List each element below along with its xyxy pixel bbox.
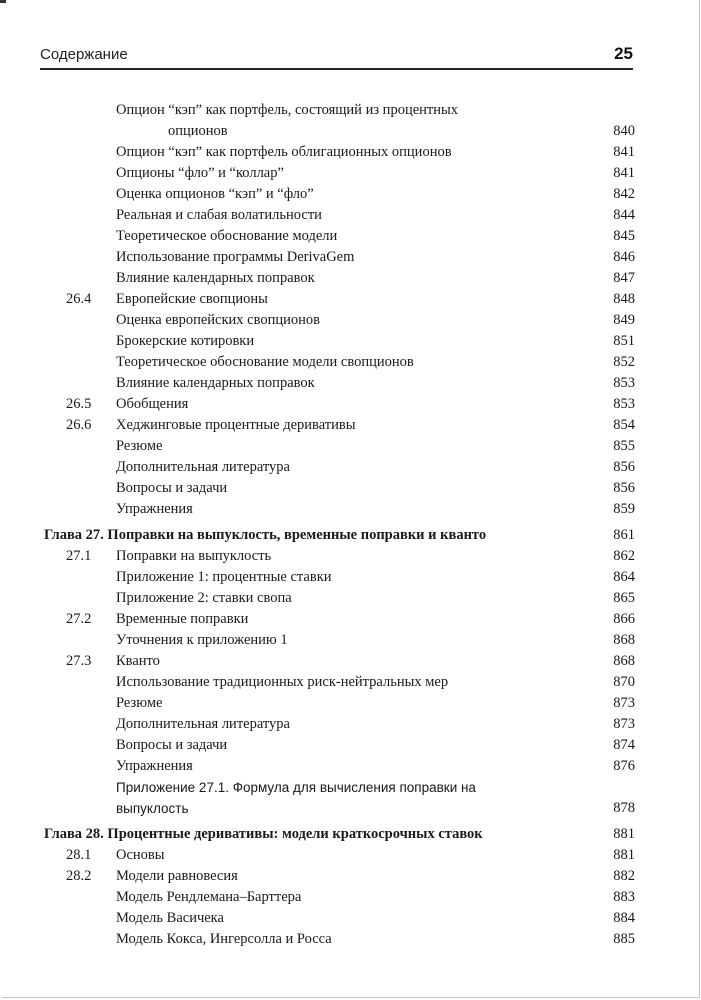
- toc-entry-title: опционов: [168, 123, 228, 139]
- toc-entry-title: Использование традиционных риск-нейтральных мер: [116, 674, 449, 690]
- toc-chapter-row: [0, 525, 701, 546]
- toc-page-number: 865: [613, 590, 635, 606]
- toc-entry-title: Европейские свопционы: [116, 291, 268, 307]
- toc-page-number: 841: [613, 165, 635, 181]
- toc-entry-title: Упражнения: [116, 758, 193, 774]
- toc-page-number: 855: [613, 438, 635, 454]
- toc-section-number: 27.3: [66, 653, 92, 669]
- toc-row: [0, 226, 701, 247]
- toc-row: [0, 100, 701, 121]
- toc-entry-title: Оценка европейских свопционов: [116, 312, 320, 328]
- toc-section-number: 26.5: [66, 396, 92, 412]
- toc-entry-title: выпуклость: [116, 801, 189, 816]
- toc-entry-title: Дополнительная литература: [116, 459, 290, 475]
- toc-page-number: 856: [613, 480, 635, 496]
- toc-page-number: 846: [613, 249, 635, 265]
- toc-entry-title: Резюме: [116, 438, 163, 454]
- toc-entry-title: Кванто: [116, 653, 160, 669]
- toc-row: [0, 394, 701, 415]
- toc-entry-title: Резюме: [116, 695, 163, 711]
- toc-entry-title: Опционы “фло” и “коллар”: [116, 165, 284, 181]
- toc-chapter-row: [0, 824, 701, 845]
- page-corner-mark: [0, 0, 6, 3]
- toc-section-number: 26.6: [66, 417, 92, 433]
- toc-row: [0, 693, 701, 714]
- toc-entry-title: Модель Кокса, Ингерсолла и Росса: [116, 931, 332, 947]
- toc-row: [0, 184, 701, 205]
- toc-page-number: 859: [613, 501, 635, 517]
- toc-page-number: 881: [613, 847, 635, 863]
- toc-entry-title: Основы: [116, 847, 165, 863]
- toc-page-number: 853: [613, 396, 635, 412]
- toc-section-number: 27.2: [66, 611, 92, 627]
- toc-row: [0, 777, 701, 798]
- toc-entry-title: Временные поправки: [116, 611, 249, 627]
- toc-page-number: 842: [613, 186, 635, 202]
- toc-row: [0, 845, 701, 866]
- toc-row: [0, 887, 701, 908]
- toc-entry-title: Приложение 27.1. Формула для вычисления поправки на: [116, 780, 476, 795]
- toc-chapter-title: Глава 28. Процентные деривативы: модели краткосрочных ставок: [44, 826, 483, 842]
- toc-row: [0, 121, 701, 142]
- toc-row: [0, 352, 701, 373]
- toc-entry-title: Дополнительная литература: [116, 716, 290, 732]
- toc-row: [0, 310, 701, 331]
- header-title: Содержание: [40, 46, 128, 63]
- toc-entry-title: Уточнения к приложению 1: [116, 632, 288, 648]
- toc-page-number: 847: [613, 270, 635, 286]
- toc-page-number: 853: [613, 375, 635, 391]
- toc-entry-title: Обобщения: [116, 396, 189, 412]
- toc-page-number: 862: [613, 548, 635, 564]
- toc-row: [0, 588, 701, 609]
- toc-row: [0, 247, 701, 268]
- table-of-contents: [0, 100, 701, 950]
- toc-row: [0, 929, 701, 950]
- toc-row: [0, 609, 701, 630]
- toc-page-number: 841: [613, 144, 635, 160]
- toc-page-number: 883: [613, 889, 635, 905]
- toc-page-number: 844: [613, 207, 635, 223]
- toc-row: [0, 756, 701, 777]
- toc-row: [0, 331, 701, 352]
- toc-page-number: 848: [613, 291, 635, 307]
- toc-row: [0, 205, 701, 226]
- toc-row: [0, 436, 701, 457]
- toc-entry-title: Приложение 1: процентные ставки: [116, 569, 332, 585]
- toc-row: [0, 268, 701, 289]
- toc-entry-title: Поправки на выпуклость: [116, 548, 272, 564]
- toc-page-number: 845: [613, 228, 635, 244]
- toc-row: [0, 415, 701, 436]
- toc-page-number: 868: [613, 653, 635, 669]
- toc-section-number: 28.1: [66, 847, 92, 863]
- toc-page-number: 854: [613, 417, 635, 433]
- toc-entry-title: Теоретическое обоснование модели свопционов: [116, 354, 414, 370]
- toc-row: [0, 478, 701, 499]
- toc-row: [0, 163, 701, 184]
- toc-entry-title: Использование программы DerivaGem: [116, 249, 355, 265]
- toc-page-number: 840: [613, 123, 635, 139]
- header-page-number: 25: [614, 44, 633, 63]
- toc-page-number: 852: [613, 354, 635, 370]
- toc-row: [0, 289, 701, 310]
- toc-page-number: 884: [613, 910, 635, 926]
- toc-page-number: 885: [613, 931, 635, 947]
- toc-entry-title: Реальная и слабая волатильности: [116, 207, 322, 223]
- toc-entry-title: Теоретическое обоснование модели: [116, 228, 338, 244]
- toc-row: [0, 672, 701, 693]
- toc-row: [0, 499, 701, 520]
- toc-page-number: 873: [613, 695, 635, 711]
- toc-entry-title: Хеджинговые процентные деривативы: [116, 417, 356, 433]
- toc-entry-title: Оценка опционов “кэп” и “фло”: [116, 186, 314, 202]
- toc-page-number: 849: [613, 312, 635, 328]
- toc-entry-title: Опцион “кэп” как портфель, состоящий из процентных: [116, 102, 458, 118]
- toc-page-number: 868: [613, 632, 635, 648]
- toc-row: [0, 735, 701, 756]
- toc-entry-title: Влияние календарных поправок: [116, 375, 315, 391]
- toc-entry-title: Модель Васичека: [116, 910, 224, 926]
- toc-entry-title: Модель Рендлемана–Барттера: [116, 889, 302, 905]
- toc-row: [0, 866, 701, 887]
- toc-row: [0, 546, 701, 567]
- toc-chapter-title: Глава 27. Поправки на выпуклость, временные поправки и кванто: [44, 527, 487, 543]
- toc-page-number: 866: [613, 611, 635, 627]
- toc-row: [0, 567, 701, 588]
- toc-entry-title: Опцион “кэп” как портфель облигационных опционов: [116, 144, 452, 160]
- toc-page-number: 864: [613, 569, 635, 585]
- toc-row: [0, 142, 701, 163]
- toc-entry-title: Брокерские котировки: [116, 333, 255, 349]
- toc-row: [0, 651, 701, 672]
- toc-section-number: 28.2: [66, 868, 92, 884]
- toc-page-number: 873: [613, 716, 635, 732]
- toc-page-number: 878: [613, 800, 635, 816]
- toc-row: [0, 714, 701, 735]
- toc-page-number: 882: [613, 868, 635, 884]
- running-header: [40, 44, 633, 70]
- toc-entry-title: Вопросы и задачи: [116, 480, 228, 496]
- toc-row: [0, 457, 701, 478]
- toc-entry-title: Модели равновесия: [116, 868, 238, 884]
- toc-page-number: 876: [613, 758, 635, 774]
- toc-page-number: 851: [613, 333, 635, 349]
- toc-entry-title: Упражнения: [116, 501, 193, 517]
- toc-page-number: 874: [613, 737, 635, 753]
- toc-row: [0, 908, 701, 929]
- toc-section-number: 26.4: [66, 291, 92, 307]
- toc-section-number: 27.1: [66, 548, 92, 564]
- toc-entry-title: Влияние календарных поправок: [116, 270, 315, 286]
- toc-row: [0, 630, 701, 651]
- toc-row: [0, 798, 701, 819]
- toc-entry-title: Приложение 2: ставки свопа: [116, 590, 292, 606]
- toc-page-number: 870: [613, 674, 635, 690]
- toc-entry-title: Вопросы и задачи: [116, 737, 228, 753]
- toc-page-number: 861: [613, 527, 635, 543]
- toc-page-number: 881: [613, 826, 635, 842]
- toc-row: [0, 373, 701, 394]
- toc-page-number: 856: [613, 459, 635, 475]
